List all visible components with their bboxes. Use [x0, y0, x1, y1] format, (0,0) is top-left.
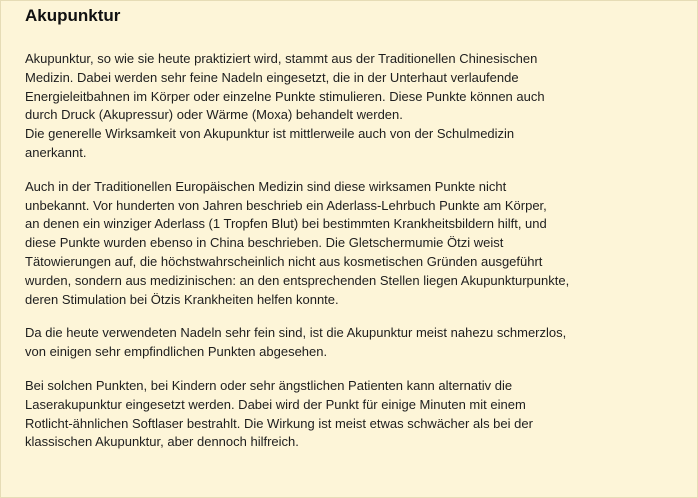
text-line: Die generelle Wirksamkeit von Akupunktur ist mittlerweile auch von der Schulmedizin — [25, 126, 515, 142]
paragraph — [25, 324, 685, 362]
text-line: an denen ein winziger Aderlass (1 Tropfen Blut) bei bestimmten Krankheitsbildern hilft, und — [25, 216, 547, 232]
paragraph — [25, 178, 685, 310]
text-line: Rotlicht-ähnlichen Softlaser bestrahlt. Die Wirkung ist meist etwas schwächer als bei der — [25, 415, 533, 431]
paragraph — [25, 50, 685, 163]
text-line: Medizin. Dabei werden sehr feine Nadeln eingesetzt, die in der Unterhaut verlaufende — [25, 69, 519, 85]
text-line: Energieleitbahnen im Körper oder einzelne Punkte stimulieren. Diese Punkte können auch — [25, 88, 545, 104]
text-line: wurden, sondern aus medizinischen: an den entsprechenden Stellen liegen Akupunkturpunkte, — [25, 272, 570, 288]
text-line: Bei solchen Punkten, bei Kindern oder sehr ängstlichen Patienten kann alternativ die — [25, 377, 513, 393]
text-line: unbekannt. Vor hunderten von Jahren beschrieb ein Aderlass-Lehrbuch Punkte am Körper, — [25, 197, 547, 213]
text-line: klassischen Akupunktur, aber dennoch hilfreich. — [25, 434, 299, 450]
text-line: Tätowierungen auf, die höchstwahrscheinlich nicht aus kosmetischen Gründen ausgeführt — [25, 253, 543, 269]
text-line: diese Punkte wurden ebenso in China beschrieben. Die Gletschermumie Ötzi weist — [25, 235, 504, 251]
paragraph — [25, 377, 685, 452]
text-line: durch Druck (Akupressur) oder Wärme (Moxa) behandelt werden. — [25, 107, 403, 123]
text-line: deren Stimulation bei Ötzis Krankheiten helfen konnte. — [25, 291, 339, 307]
text-line: Da die heute verwendeten Nadeln sehr fein sind, ist die Akupunktur meist nahezu schmerzlos, — [25, 325, 567, 341]
text-line: Auch in der Traditionellen Europäischen Medizin sind diese wirksamen Punkte nicht — [25, 178, 507, 194]
article-body — [25, 50, 685, 467]
text-line: anerkannt. — [25, 144, 87, 160]
text-line: Akupunktur, so wie sie heute praktiziert wird, stammt aus der Traditionellen Chinesischen — [25, 51, 538, 66]
text-line: von einigen sehr empfindlichen Punkten abgesehen. — [25, 344, 328, 360]
page-title: Akupunktur — [25, 6, 121, 25]
text-line: Laserakupunktur eingesetzt werden. Dabei wird der Punkt für einige Minuten mit einem — [25, 396, 526, 412]
